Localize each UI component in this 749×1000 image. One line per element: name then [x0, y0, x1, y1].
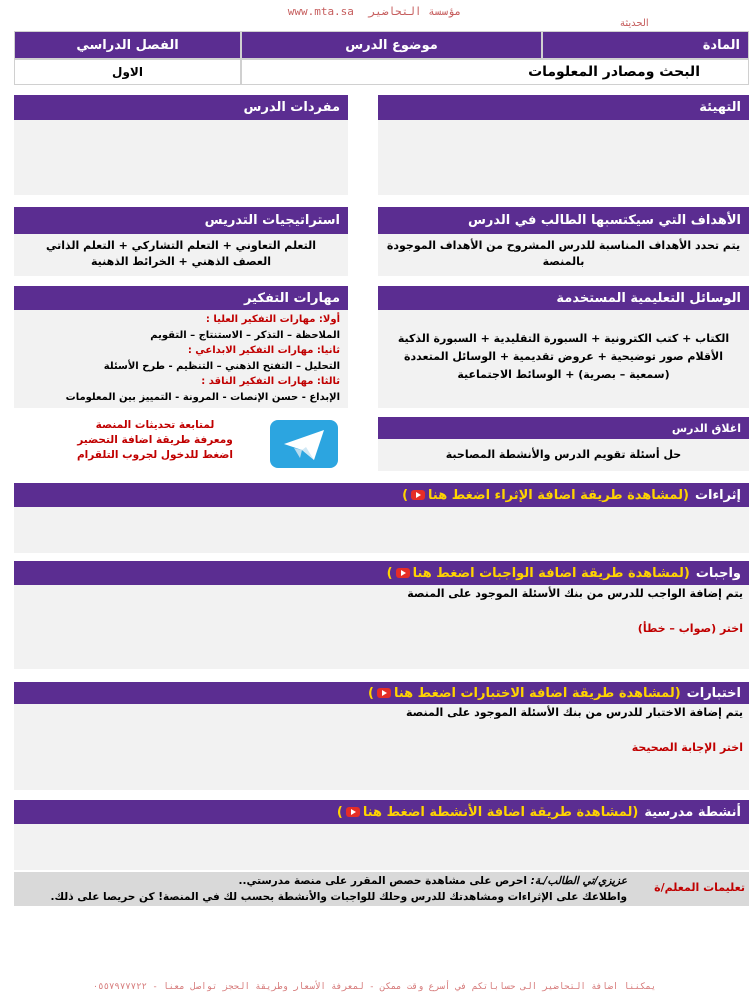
teacher-line-2: واطلاعك على الإثراءات ومشاهدتك للدرس وحلك للواجبات والأنشطة بحسب لك في المنصة! كن حريصا على ذلك.: [50, 891, 627, 903]
closing-text: حل أسئلة تقويم الدرس والأنشطة المصاحبة: [445, 448, 682, 461]
thinking-heading-1: أولا: مهارات التفكير العليا :: [205, 314, 340, 325]
vocab-body: [14, 120, 348, 195]
thinking-body: [14, 310, 348, 408]
tests-label: اختبارات: [686, 685, 741, 701]
thinking-heading-3: ثالثا: مهارات التفكير الناقد :: [201, 376, 340, 387]
enrichment-body: [14, 507, 749, 553]
enrichment-link[interactable]: (لمشاهدة طريقة اضافة الإثراء اضغط هنا): [402, 487, 689, 503]
strategies-line-2: العصف الذهني + الخرائط الذهنية: [91, 255, 271, 268]
teacher-prefix: عزيزي/تي الطالب/ـة:: [530, 875, 627, 887]
closing-header: اغلاق الدرس: [378, 417, 749, 439]
objectives-text-1: يتم تحدد الأهداف المناسبة للدرس المشروح من الأهداف الموجودة: [386, 239, 741, 252]
strategies-header: استراتيجيات التدريس: [14, 207, 348, 234]
enrichment-label: إثراءات: [694, 487, 741, 503]
aids-header: الوسائل التعليمية المستخدمة: [378, 286, 749, 310]
aids-line-3: (سمعية – بصرية) + الوسائط الاجتماعية: [457, 368, 670, 381]
youtube-icon[interactable]: [396, 568, 410, 578]
activities-body: [14, 824, 749, 870]
subject-label: المادة: [542, 31, 749, 59]
telegram-text[interactable]: [55, 418, 255, 463]
site-url[interactable]: www.mta.sa: [287, 5, 354, 18]
topic-label: موضوع الدرس: [241, 31, 542, 59]
teacher-text: [51, 873, 627, 905]
telegram-button[interactable]: [270, 420, 338, 468]
tests-answer: اختر الإجابة الصحيحة: [631, 741, 743, 754]
youtube-icon[interactable]: [411, 490, 425, 500]
activities-label: أنشطة مدرسية: [644, 804, 741, 820]
homework-label: واجبات: [695, 565, 741, 581]
semester-label: الفصل الدراسي: [14, 31, 241, 59]
telegram-icon: [270, 420, 338, 468]
strategies-body: [14, 234, 348, 276]
objectives-body: [378, 234, 749, 276]
org-name: مؤسسة التحاضير: [368, 5, 462, 18]
homework-answer: اختر (صواب – خطأ): [637, 622, 743, 635]
site-watermark[interactable]: [0, 5, 749, 18]
aids-line-2: الأقلام صور توضيحية + عروض تقديمية + الوسائل المتعددة: [404, 350, 723, 363]
objectives-header: الأهداف التي سيكتسبها الطالب في الدرس: [378, 207, 749, 234]
telegram-line-1: لمتابعة تحديثات المنصة: [95, 419, 215, 431]
teacher-line-1: احرص على مشاهدة حصص المقرر على منصة مدرستي..: [238, 875, 531, 887]
strategies-line-1: التعلم التعاوني + التعلم التشاركي + التعلم الذاتي: [45, 239, 317, 252]
semester-value-cell: [14, 59, 241, 85]
closing-body: [378, 439, 749, 471]
youtube-icon[interactable]: [346, 807, 360, 817]
enrichment-header: [14, 483, 749, 507]
aids-line-1: الكتاب + كتب الكترونية + السبورة التقليدية + السبورة الذكية: [397, 332, 730, 345]
thinking-text-2: التحليل – التفتح الذهني – التنظيم - طرح الأسئلة: [103, 360, 340, 372]
org-tag: الحديثة: [620, 18, 649, 29]
telegram-line-2: ومعرفة طريقة اضافة التحضير: [77, 434, 233, 446]
homework-link[interactable]: (لمشاهدة طريقة اضافة الواجبات اضغط هنا): [386, 565, 690, 581]
aids-body: [378, 310, 749, 408]
tests-link[interactable]: (لمشاهدة طريقة اضافة الاختبارات اضغط هنا): [368, 685, 681, 701]
tests-text: يتم إضافة الاختبار للدرس من بنك الأسئلة الموجود على المنصة: [406, 706, 743, 719]
thinking-heading-2: ثانيا: مهارات التفكير الابداعي :: [187, 345, 340, 356]
semester-value: الاول: [112, 65, 143, 79]
telegram-line-3: اضغط للدخول لجروب التلقرام: [76, 449, 234, 461]
objectives-text-2: بالمنصة: [542, 255, 585, 268]
activities-link[interactable]: (لمشاهدة طريقة اضافة الأنشطة اضغط هنا): [336, 804, 639, 820]
tests-body: [14, 704, 749, 790]
teacher-label: تعليمات المعلم/ة: [654, 881, 745, 894]
teacher-instructions: [14, 872, 749, 906]
warmup-body: [378, 120, 749, 195]
topic-value-cell: [241, 59, 749, 85]
thinking-text-1: الملاحظة – التذكر – الاستنتاج – التقويم: [150, 329, 340, 341]
youtube-icon[interactable]: [377, 688, 391, 698]
tests-header: [14, 682, 749, 704]
warmup-header: التهيئة: [378, 95, 749, 120]
thinking-text-3: الإبداع - حسن الإنصات - المرونة - التمييز بين المعلومات: [65, 391, 340, 403]
homework-body: [14, 585, 749, 669]
topic-value: البحث ومصادر المعلومات: [528, 64, 700, 80]
footer-note: يمكننا اضافة التحاضير الى حساباتكم في أسرع وقت ممكن - لمعرفة الأسعار وطريقة الحجز تواصل معنا - ٠٥٥٧٩٧٧٧٢٢: [92, 982, 657, 992]
homework-text: يتم إضافة الواجب للدرس من بنك الأسئلة الموجود على المنصة: [407, 587, 743, 600]
homework-header: [14, 561, 749, 585]
thinking-header: مهارات التفكير: [14, 286, 348, 310]
activities-header: [14, 800, 749, 824]
vocab-header: مفردات الدرس: [14, 95, 348, 120]
